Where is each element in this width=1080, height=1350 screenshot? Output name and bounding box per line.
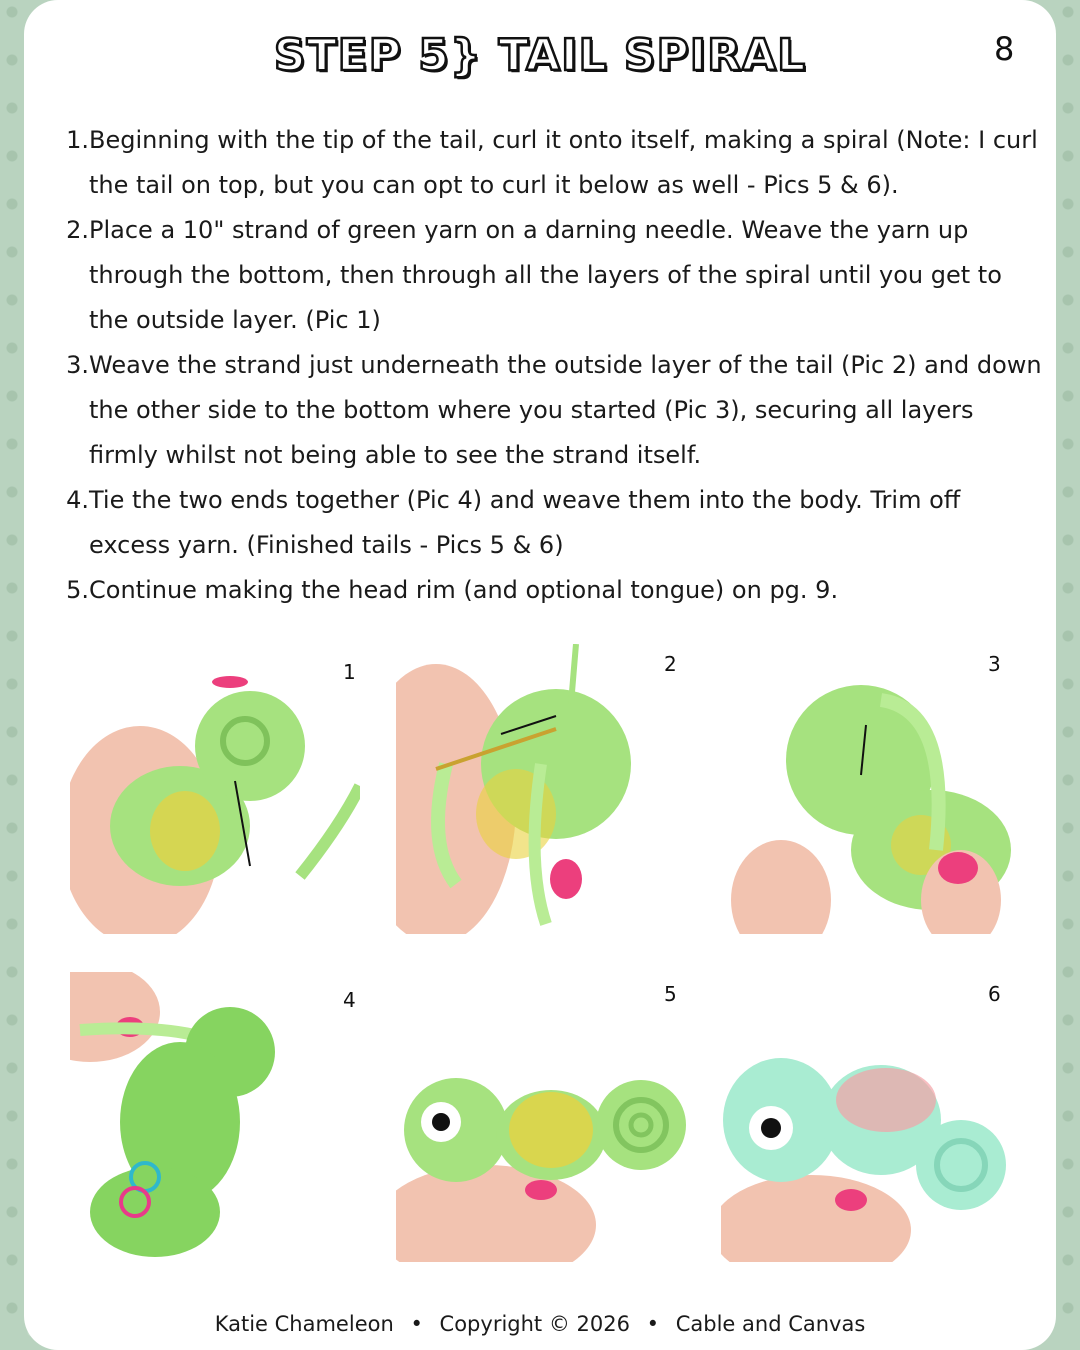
step-text: Tie the two ends together (Pic 4) and weave them into the body. Trim off excess yarn. (Finished tails - Pics 5 & 6) — [89, 486, 961, 559]
step-text: Beginning with the tip of the tail, curl it onto itself, making a spiral (Note: I curl the tail on top, but you can opt to curl it below as well - Pics 5 & 6). — [89, 126, 1038, 199]
footer — [0, 1312, 1080, 1336]
photo-6-finished-mint-chameleon — [721, 1040, 1011, 1262]
footer-author: Katie Chameleon — [214, 1312, 394, 1336]
photo-1-needle-through-spiral — [70, 676, 360, 934]
instruction-list — [62, 118, 1042, 613]
instruction-step — [62, 208, 1042, 343]
step-text: Place a 10" strand of green yarn on a darning needle. Weave the yarn up through the bottom, then through all the layers of the spiral until you get to the outside layer. (Pic 1) — [89, 216, 1002, 334]
photo-label: 2 — [664, 652, 677, 676]
photo-label: 6 — [988, 982, 1001, 1006]
page-number: 8 — [994, 30, 1015, 68]
step-number: 5. — [66, 576, 89, 604]
step-number: 3. — [66, 351, 89, 379]
instruction-step — [62, 478, 1042, 568]
photo-label: 5 — [664, 982, 677, 1006]
footer-copyright: Copyright © 2026 — [439, 1312, 630, 1336]
footer-separator: • — [410, 1312, 423, 1336]
instruction-step — [62, 568, 1042, 613]
footer-brand: Cable and Canvas — [675, 1312, 866, 1336]
step-number: 1. — [66, 126, 89, 154]
photo-2-weave-outer-layer — [396, 644, 632, 934]
photo-label: 4 — [343, 988, 356, 1012]
instruction-step — [62, 118, 1042, 208]
step-number: 2. — [66, 216, 89, 244]
page-title: STEP 5} TAIL SPIRAL — [273, 30, 807, 81]
step-text: Continue making the head rim (and optional tongue) on pg. 9. — [89, 576, 839, 604]
step-number: 4. — [66, 486, 89, 514]
photo-5-finished-green-chameleon — [396, 1070, 688, 1262]
photo-label: 3 — [988, 652, 1001, 676]
photo-label: 1 — [343, 660, 356, 684]
photo-4-tie-ends — [70, 972, 280, 1262]
step-text: Weave the strand just underneath the outside layer of the tail (Pic 2) and down the other side to the bottom where you started (Pic 3), securing all layers firmly whilst not being able to see the strand itself. — [89, 351, 1042, 469]
footer-separator: • — [646, 1312, 660, 1336]
instruction-step — [62, 343, 1042, 478]
photo-3-down-the-other-side — [721, 680, 1011, 934]
